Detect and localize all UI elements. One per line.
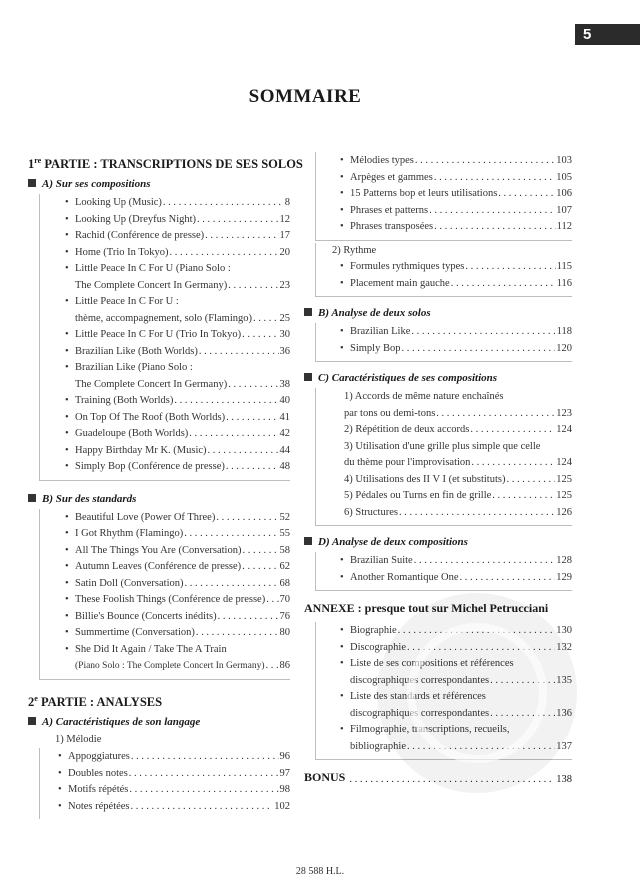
bullet-icon: • <box>58 784 62 796</box>
dot-leader <box>208 443 279 460</box>
watermark-logo <box>377 593 577 793</box>
toc-entry <box>40 245 290 262</box>
toc-entry <box>40 360 290 393</box>
section-heading: C) Caractéristiques de ses compositions <box>304 372 572 384</box>
entry-page: 36 <box>279 345 290 357</box>
square-bullet-icon <box>304 537 312 545</box>
bullet-icon: • <box>340 326 344 337</box>
section-heading: D) Analyse de deux compositions <box>304 536 572 548</box>
entry-title-text: Brazilian Like (Both Worlds) <box>75 345 198 357</box>
bullet-icon: • <box>65 296 69 308</box>
entry-title-text: Arpèges et gammes <box>350 171 433 183</box>
bullet-icon: • <box>65 428 69 440</box>
dot-leader <box>266 658 279 675</box>
entry-page: 125 <box>556 490 572 501</box>
entry-page: 62 <box>279 561 290 573</box>
entry-title-text: I Got Rhythm (Flamingo) <box>75 528 184 540</box>
dot-leader <box>253 311 279 328</box>
bullet-icon: • <box>65 561 69 573</box>
bullet-icon: • <box>65 627 69 639</box>
entry-title-text: She Did It Again / Take The A Train <box>75 643 227 655</box>
toc-entry <box>40 592 290 609</box>
bullet-icon: • <box>65 544 69 556</box>
bullet-icon: • <box>340 342 344 354</box>
toc-entry <box>316 186 572 203</box>
entry-page: 44 <box>279 444 290 456</box>
square-bullet-icon <box>304 373 312 381</box>
entry-title-text: 5) Pédales ou Turns en fin de grille <box>344 490 492 501</box>
entry-page: 25 <box>279 312 290 324</box>
toc-entry <box>40 212 290 229</box>
entry-title-text: Discographie <box>350 641 406 653</box>
toc-entry <box>40 327 290 344</box>
toc-group <box>315 152 572 241</box>
dot-leader <box>498 186 555 203</box>
bullet-icon: • <box>65 643 69 655</box>
toc-entry <box>40 526 290 543</box>
toc-entry <box>316 324 572 341</box>
toc-entry <box>40 766 290 783</box>
bullet-icon: • <box>65 594 69 606</box>
entry-page: 12 <box>279 213 290 225</box>
entry-page: 137 <box>556 740 572 752</box>
toc-entry <box>316 472 572 489</box>
bullet-icon: • <box>340 571 344 583</box>
entry-continuation: thème, accompagnement, solo (Flamingo) <box>75 312 252 324</box>
entry-page: 96 <box>279 751 290 763</box>
annexe-heading: ANNEXE : presque tout sur Michel Petrucciani <box>304 601 549 615</box>
entry-title-text: Little Peace In C For U (Trio In Tokyo) <box>75 329 242 341</box>
dot-leader <box>226 459 279 476</box>
entry-page: 123 <box>556 407 572 419</box>
dot-leader <box>216 510 278 527</box>
section-heading: B) Sur des standards <box>28 493 290 505</box>
entry-page: 97 <box>279 767 290 779</box>
dot-leader <box>185 576 279 593</box>
bullet-icon: • <box>65 213 69 225</box>
bullet-icon: • <box>65 197 69 209</box>
entry-page: 41 <box>279 411 290 423</box>
toc-entry <box>316 341 572 358</box>
entry-continuation: discographiques correspondantes <box>350 707 490 719</box>
bullet-icon: • <box>340 261 344 272</box>
entry-title <box>40 261 290 278</box>
entry-title <box>316 439 572 456</box>
entry-title-text: Happy Birthday Mr K. (Music) <box>75 444 207 456</box>
dot-leader <box>399 505 555 522</box>
toc-entry <box>316 422 572 439</box>
toc-entry <box>316 259 572 276</box>
entry-title-text: Brazilian Like <box>350 326 411 337</box>
bullet-icon: • <box>340 171 344 183</box>
entry-title-text: Liste des standards et références <box>350 691 486 702</box>
dot-leader <box>129 766 279 783</box>
dot-leader <box>471 455 555 472</box>
toc-group <box>315 323 572 362</box>
entry-page: 105 <box>556 171 572 183</box>
toc-group <box>39 509 290 680</box>
toc-group <box>39 748 290 819</box>
bullet-icon: • <box>340 555 344 566</box>
toc-entry <box>40 195 290 212</box>
entry-title-text: Brazilian Like (Piano Solo : <box>75 362 193 374</box>
entry-page: 132 <box>556 641 572 653</box>
entry-title-text: 15 Patterns bop et leurs utilisations <box>350 188 498 199</box>
entry-page: 118 <box>556 326 572 337</box>
entry-continuation: (Piano Solo : The Complete Concert In Germany) <box>75 661 265 672</box>
toc-group <box>315 552 572 591</box>
entry-title-text: Liste de ses compositions et références <box>350 658 514 669</box>
entry-title-text: Phrases transposées <box>350 221 434 232</box>
entry-title-text: 2) Répétition de deux accords <box>344 424 470 435</box>
bullet-icon: • <box>340 277 344 289</box>
entry-page: 68 <box>279 577 290 589</box>
toc-entry <box>40 443 290 460</box>
entry-title-text: 4) Utilisations des II V I (et substituts) <box>344 473 506 485</box>
dot-leader <box>415 153 555 170</box>
entry-page: 80 <box>279 627 290 639</box>
toc-entry <box>40 510 290 527</box>
bullet-icon: • <box>340 221 344 232</box>
entry-page: 128 <box>556 555 572 566</box>
part2-heading: 2e PARTIE : ANALYSES <box>28 693 163 709</box>
entry-title <box>316 389 572 406</box>
toc-group <box>315 243 572 298</box>
toc-entry <box>40 228 290 245</box>
entry-title-text: Training (Both Worlds) <box>75 395 174 407</box>
entry-title-text: 6) Structures <box>344 506 398 518</box>
entry-title-text: Simply Bop <box>350 342 401 354</box>
toc-entry <box>40 543 290 560</box>
subsection-label: 2) Rythme <box>332 244 377 256</box>
bullet-icon: • <box>340 155 344 166</box>
bullet-icon: • <box>65 610 69 622</box>
bullet-icon: • <box>65 511 69 523</box>
entry-continuation: The Complete Concert In Germany) <box>75 378 228 390</box>
toc-entry <box>40 642 290 675</box>
bullet-icon: • <box>58 767 62 779</box>
square-bullet-icon <box>28 494 36 502</box>
entry-page: 116 <box>556 277 572 289</box>
toc-group <box>39 732 290 820</box>
toc-entry <box>40 625 290 642</box>
entry-continuation: discographiques correspondantes <box>350 674 490 686</box>
dot-leader <box>434 219 556 236</box>
dot-leader <box>414 553 556 570</box>
entry-title-text: Autumn Leaves (Conférence de presse) <box>75 561 242 573</box>
dot-leader <box>459 570 555 587</box>
dot-leader <box>163 195 284 212</box>
entry-page: 23 <box>279 279 290 291</box>
square-bullet-icon <box>28 717 36 725</box>
toc-group <box>39 194 290 481</box>
entry-continuation: du thème pour l'improvisation <box>344 457 471 468</box>
toc-entry <box>316 488 572 505</box>
entry-title-text: All The Things You Are (Conversation) <box>75 544 242 556</box>
entry-title-text: 3) Utilisation d'une grille plus simple que celle <box>344 440 541 452</box>
entry-title-text: Formules rythmiques types <box>350 261 465 272</box>
entry-title-text: Summertime (Conversation) <box>75 627 195 639</box>
dot-leader <box>470 422 555 439</box>
entry-title-text: Biographie <box>350 625 397 636</box>
toc-group <box>315 388 572 526</box>
toc-entry <box>316 505 572 522</box>
dot-leader <box>266 592 278 609</box>
entry-title-text: Satin Doll (Conversation) <box>75 577 184 589</box>
entry-title-text: Looking Up (Dreyfus Night) <box>75 213 197 225</box>
entry-page: 70 <box>279 594 290 606</box>
left-column <box>28 156 303 829</box>
bullet-icon: • <box>340 641 344 653</box>
toc-entry <box>316 170 572 187</box>
dot-leader <box>506 472 555 489</box>
section-heading: A) Sur ses compositions <box>28 178 290 190</box>
entry-title-text: Motifs répétés <box>68 784 129 796</box>
toc-entry <box>316 389 572 422</box>
entry-title-text: Looking Up (Music) <box>75 197 162 209</box>
bonus-page: 138 <box>556 774 572 785</box>
entry-page: 125 <box>556 473 572 485</box>
dot-leader <box>197 212 278 229</box>
dot-leader <box>436 406 555 423</box>
entry-title-text: Filmographie, transcriptions, recueils, <box>350 724 510 735</box>
toc-entry <box>40 459 290 476</box>
entry-title-text: Appoggiatures <box>68 751 130 763</box>
dot-leader <box>492 488 555 505</box>
bullet-icon: • <box>340 204 344 216</box>
toc-entry <box>316 276 572 293</box>
dot-leader <box>218 609 279 626</box>
entry-continuation: par tons ou demi-tons <box>344 407 436 419</box>
entry-page: 106 <box>556 188 572 199</box>
entry-title-text: Placement main gauche <box>350 277 450 289</box>
bullet-icon: • <box>65 246 69 258</box>
dot-leader <box>465 259 555 276</box>
dot-leader <box>242 543 278 560</box>
entry-page: 38 <box>279 378 290 390</box>
toc-entry <box>40 576 290 593</box>
entry-page: 102 <box>274 800 290 812</box>
square-bullet-icon <box>304 308 312 316</box>
entry-page: 136 <box>556 707 572 719</box>
entry-page: 55 <box>279 528 290 540</box>
toc-entry <box>40 609 290 626</box>
section-heading: A) Caractéristiques de son langage <box>28 716 290 728</box>
bullet-icon: • <box>340 625 344 636</box>
entry-page: 98 <box>279 784 290 796</box>
dot-leader <box>205 228 278 245</box>
entry-continuation: bibliographie <box>350 740 406 752</box>
entry-title-text: Billie's Bounce (Concerts inédits) <box>75 610 217 622</box>
toc-entry <box>40 410 290 427</box>
bullet-icon: • <box>340 691 344 702</box>
entry-page: 52 <box>279 511 290 523</box>
dot-leader <box>451 276 556 293</box>
entry-page: 58 <box>279 544 290 556</box>
dot-leader <box>228 278 278 295</box>
dot-leader <box>242 559 278 576</box>
bullet-icon: • <box>65 362 69 374</box>
bullet-icon: • <box>65 230 69 242</box>
entry-page: 8 <box>284 197 290 209</box>
entry-page: 103 <box>556 155 572 166</box>
page-number: 5 <box>575 24 640 45</box>
dot-leader <box>131 749 279 766</box>
entry-title-text: Simply Bop (Conférence de presse) <box>75 461 225 473</box>
entry-page: 76 <box>279 610 290 622</box>
bullet-icon: • <box>58 751 62 763</box>
bonus-label: BONUS <box>304 770 346 784</box>
entry-page: 20 <box>279 246 290 258</box>
toc-entry <box>316 203 572 220</box>
part1-heading: 1re PARTIE : TRANSCRIPTIONS DE SES SOLOS <box>28 156 303 172</box>
dot-leader <box>242 327 278 344</box>
toc-entry <box>316 553 572 570</box>
bullet-icon: • <box>65 528 69 540</box>
dot-leader <box>228 377 278 394</box>
toc-entry <box>316 219 572 236</box>
entry-title-text: Notes répétées <box>68 800 130 812</box>
entry-page: 120 <box>556 342 572 354</box>
entry-title <box>40 294 290 311</box>
dot-leader <box>434 170 555 187</box>
bullet-icon: • <box>65 263 69 275</box>
entry-page: 40 <box>279 395 290 407</box>
bullet-icon: • <box>65 461 69 473</box>
entry-page: 48 <box>279 461 290 473</box>
entry-title-text: Mélodies types <box>350 155 414 166</box>
bullet-icon: • <box>340 658 344 669</box>
entry-page: 30 <box>279 329 290 341</box>
entry-title-text: Rachid (Conférence de presse) <box>75 230 205 242</box>
toc-entry <box>40 799 290 816</box>
toc-entry <box>316 153 572 170</box>
entry-title-text: Brazilian Suite <box>350 555 413 566</box>
toc-entry <box>40 782 290 799</box>
entry-page: 135 <box>556 674 572 686</box>
dot-leader <box>189 426 278 443</box>
entry-title-text: Home (Trio In Tokyo) <box>75 246 169 258</box>
toc-entry <box>316 570 572 587</box>
toc-entry <box>40 559 290 576</box>
bullet-icon: • <box>65 329 69 341</box>
entry-page: 129 <box>556 571 572 583</box>
toc-entry <box>316 439 572 472</box>
entry-title-text: Doubles notes <box>68 767 128 779</box>
toc-list <box>316 259 572 292</box>
watermark-ring-icon <box>407 623 547 763</box>
dot-leader <box>401 341 555 358</box>
dot-leader <box>169 245 278 262</box>
bullet-icon: • <box>340 724 344 735</box>
entry-title-text: Beautiful Love (Power Of Three) <box>75 511 216 523</box>
footer-code: 28 588 H.L. <box>295 866 345 877</box>
bullet-icon: • <box>65 444 69 456</box>
entry-page: 112 <box>556 221 572 232</box>
toc-entry <box>40 749 290 766</box>
entry-title <box>40 642 290 659</box>
bullet-icon: • <box>65 577 69 589</box>
subsection-label: 1) Mélodie <box>55 733 102 745</box>
dot-leader <box>429 203 555 220</box>
bullet-icon: • <box>65 411 69 423</box>
bullet-icon: • <box>65 345 69 357</box>
square-bullet-icon <box>28 179 36 187</box>
entry-page: 17 <box>279 230 290 242</box>
entry-title-text: Guadeloupe (Both Worlds) <box>75 428 189 440</box>
entry-title <box>40 360 290 377</box>
section-heading: B) Analyse de deux solos <box>304 307 572 319</box>
page-title: SOMMAIRE <box>248 86 362 107</box>
toc-entry <box>40 393 290 410</box>
bullet-icon: • <box>58 800 62 812</box>
dot-leader <box>196 625 279 642</box>
entry-title-text: Phrases et patterns <box>350 204 429 216</box>
entry-title-text: Little Peace In C For U (Piano Solo : <box>75 263 231 275</box>
dot-leader <box>226 410 278 427</box>
dot-leader <box>131 799 274 816</box>
entry-page: 126 <box>556 506 572 518</box>
bullet-icon: • <box>340 188 344 199</box>
dot-leader <box>199 344 279 361</box>
entry-page: 124 <box>556 424 572 435</box>
entry-page: 115 <box>556 261 572 272</box>
entry-page: 124 <box>556 457 572 468</box>
entry-page: 130 <box>556 625 572 636</box>
entry-title-text: On Top Of The Roof (Both Worlds) <box>75 411 226 423</box>
toc-entry <box>40 294 290 327</box>
entry-title-text: These Foolish Things (Conférence de presse) <box>75 594 266 606</box>
dot-leader <box>184 526 278 543</box>
toc-entry <box>40 344 290 361</box>
entry-page: 107 <box>556 204 572 216</box>
entry-title-text: Another Romantique One <box>350 571 459 583</box>
dot-leader <box>129 782 278 799</box>
dot-leader <box>411 324 555 341</box>
entry-title-text: 1) Accords de même nature enchaînés <box>344 391 504 402</box>
bullet-icon: • <box>65 395 69 407</box>
toc-entry <box>40 261 290 294</box>
entry-page: 86 <box>279 660 290 672</box>
entry-page: 42 <box>279 428 290 440</box>
toc-entry <box>40 426 290 443</box>
entry-title-text: Little Peace In C For U : <box>75 296 179 308</box>
entry-continuation: The Complete Concert In Germany) <box>75 279 228 291</box>
dot-leader <box>174 393 278 410</box>
